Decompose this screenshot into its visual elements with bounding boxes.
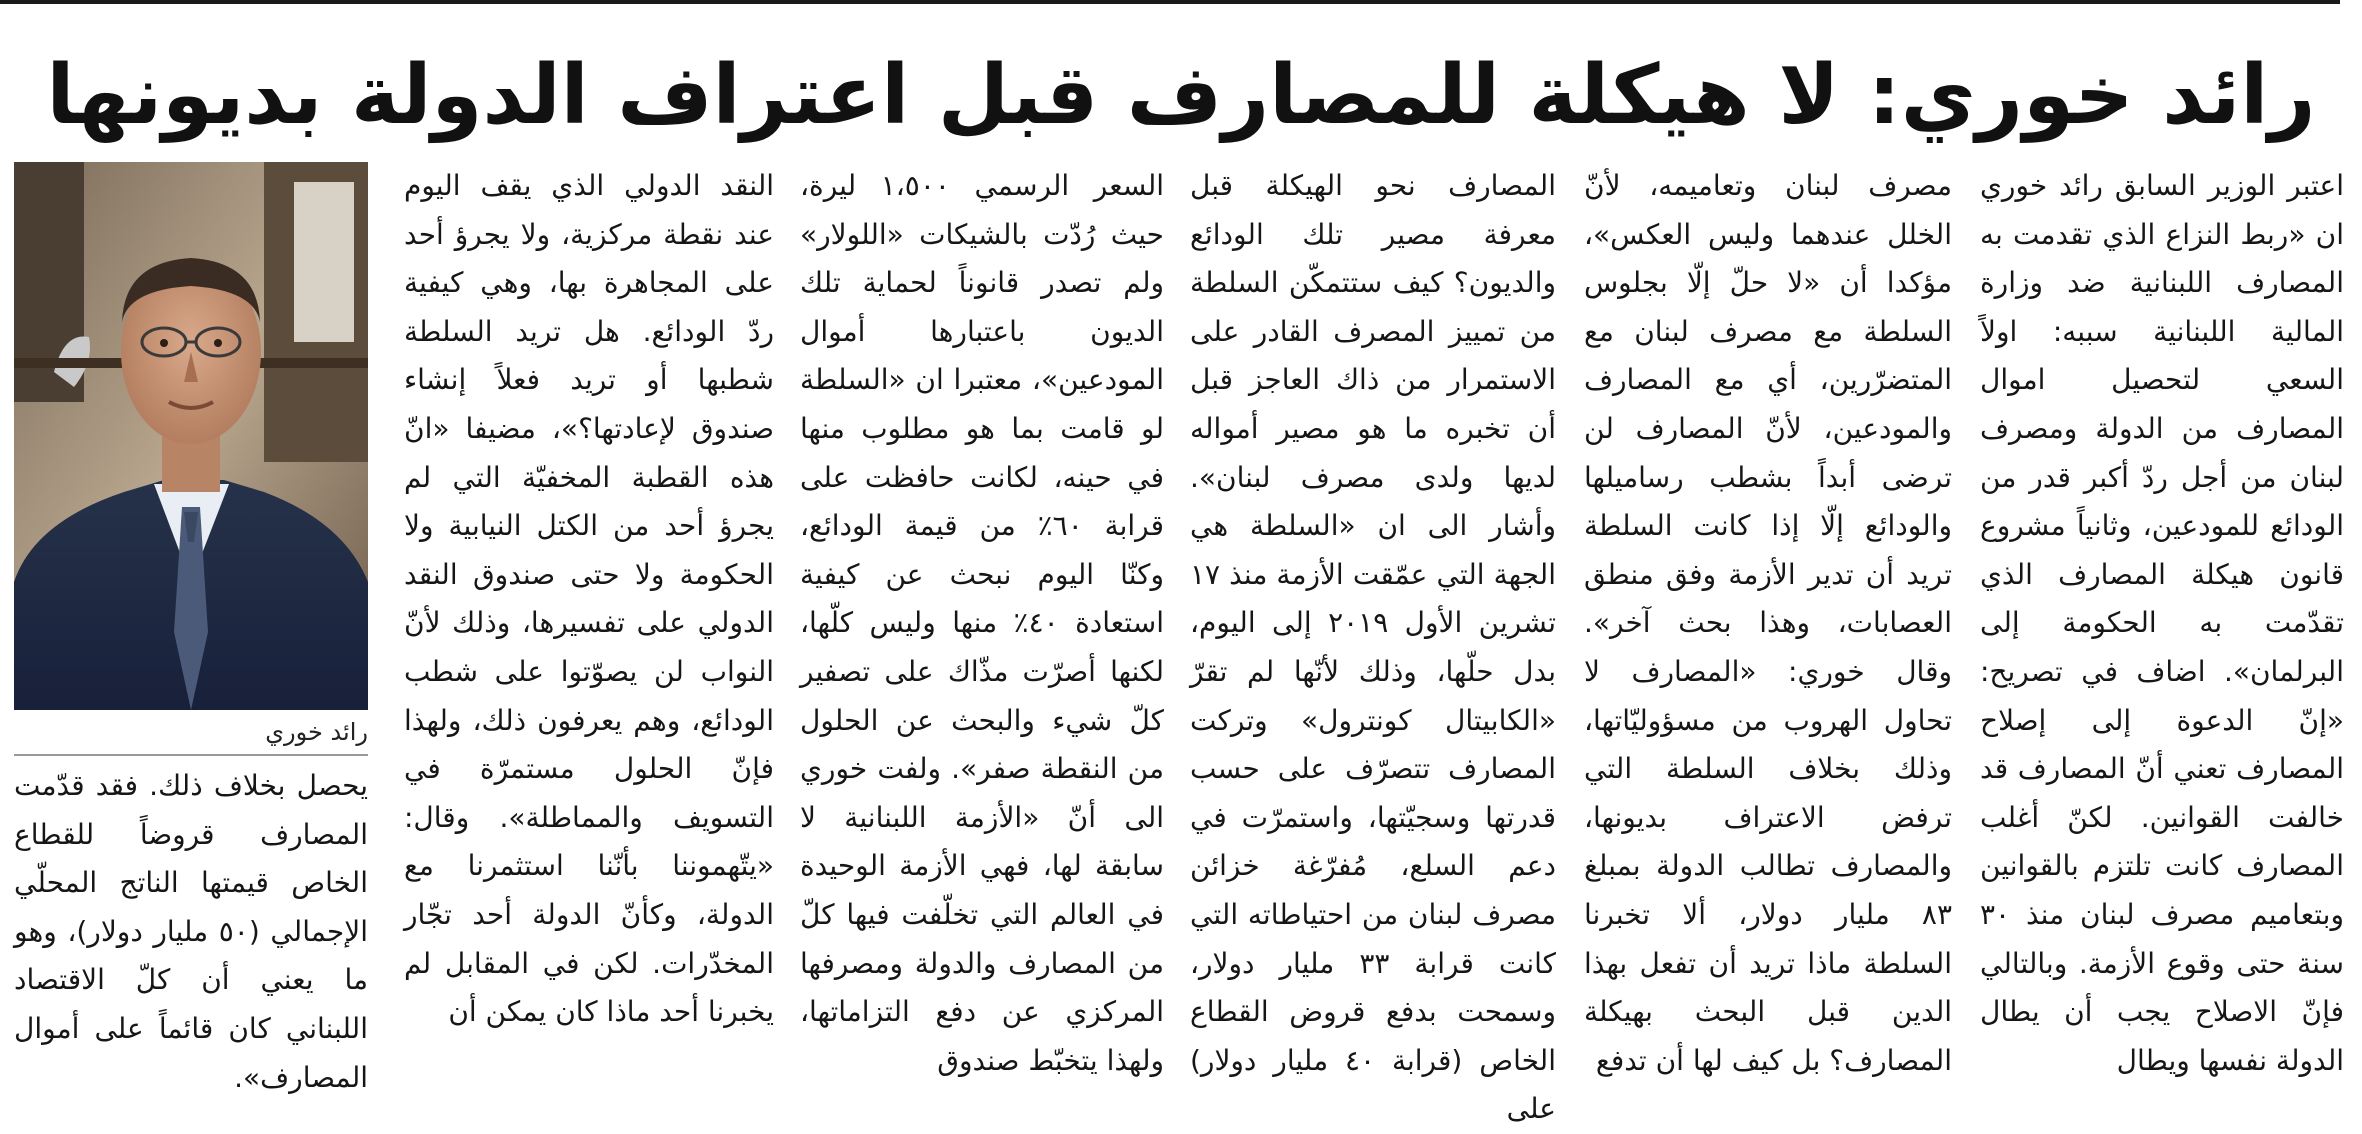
caption-divider bbox=[14, 754, 368, 756]
article-column-1: اعتبر الوزير السابق رائد خوري ان «ربط النزاع الذي تقدمت به المصارف اللبنانية ضد وزارة المالية اللبنانية سببه: اولاً السعي لتحصيل اموال المصارف من الدولة ومصرف لبنان من أجل ردّ أكبر قدر من الودائع للمودعين، وثانياً مشروع قانون هيكلة المصارف الذي تقدّمت به الحكومة إلى البرلمان». اضاف في تصريح: «إنّ الدعوة إلى إصلاح المصارف تعني أنّ المصارف قد خالفت القوانين. لكنّ أغلب المصارف كانت تلتزم بالقوانين وبتعاميم مصرف لبنان منذ ٣٠ سنة حتى وقوع الأزمة. وبالتالي فإنّ الاصلاح يجب أن يطال الدولة نفسها ويطال bbox=[1980, 169, 2344, 1077]
article-column-4: السعر الرسمي ١،٥٠٠ ليرة، حيث رُدّت بالشيكات «اللولار» ولم تصدر قانوناً لحماية تلك الديون باعتبارها أموال المودعين»، معتبرا ان «السلطة لو قامت بما هو مطلوب منها في حينه، لكانت حافظت على قرابة ٦٠٪ من قيمة الودائع، وكنّا اليوم نبحث عن كيفية استعادة ٤٠٪ منها وليس كلّها، لكنها أصرّت مذّاك على تصفير كلّ شيء والبحث عن الحلول من النقطة صفر». ولفت خوري الى أنّ «الأزمة اللبنانية لا سابقة لها، فهي الأزمة الوحيدة في العالم التي تخلّفت فيها كلّ من المصارف والدولة ومصرفها المركزي عن دفع التزاماتها، ولهذا يتخبّط صندوق bbox=[800, 169, 1165, 1077]
headline: رائد خوري: لا هيكلة للمصارف قبل اعتراف الدولة بديونها bbox=[46, 48, 2316, 143]
article-column-2: مصرف لبنان وتعاميمه، لأنّ الخلل عندهما وليس العكس»، مؤكدا أن «لا حلّ إلّا بجلوس السلطة مع مصرف لبنان مع المتضرّرين، أي مع المصارف والمودعين، لأنّ المصارف لن ترضى أبداً بشطب رساميلها والودائع إلّا إذا كانت السلطة تريد أن تدير الأزمة وفق منطق العصابات، وهذا بحث آخر». وقال خوري: «المصارف لا تحاول الهروب من مسؤوليّاتها، وذلك بخلاف السلطة التي ترفض الاعتراف بديونها، والمصارف تطالب الدولة بمبلغ ٨٣ مليار دولار، ألا تخبرنا السلطة ماذا تريد أن تفعل بهذا الدين قبل البحث بهيكلة المصارف؟ بل كيف لها أن تدفع bbox=[1584, 169, 1952, 1077]
photo-caption: رائد خوري bbox=[265, 718, 368, 746]
portrait-photo bbox=[14, 162, 368, 710]
portrait-photo-icon bbox=[14, 162, 368, 710]
article-column-5: النقد الدولي الذي يقف اليوم عند نقطة مركزية، ولا يجرؤ أحد على المجاهرة بها، وهي كيفية ردّ الودائع. هل تريد السلطة شطبها أو تريد فعلاً إنشاء صندوق لإعادتها؟»، مضيفا «انّ هذه القطبة المخفيّة التي لم يجرؤ أحد من الكتل النيابية ولا الحكومة ولا حتى صندوق النقد الدولي على تفسيرها، وذلك لأنّ النواب لن يصوّتوا على شطب الودائع، وهم يعرفون ذلك، ولهذا فإنّ الحلول مستمرّة في التسويف والمماطلة». وقال: «يتّهموننا بأنّنا استثمرنا مع الدولة، وكأنّ الدولة أحد تجّار المخدّرات. لكن في المقابل لم يخبرنا أحد ماذا كان يمكن أن bbox=[404, 169, 774, 1029]
article-column-3: المصارف نحو الهيكلة قبل معرفة مصير تلك الودائع والديون؟ كيف ستتمكّن السلطة من تمييز المصرف القادر على الاستمرار من ذاك العاجز قبل أن تخبره ما هو مصير أمواله لديها ولدى مصرف لبنان». وأشار الى ان «السلطة هي الجهة التي عمّقت الأزمة منذ ١٧ تشرين الأول ٢٠١٩ إلى اليوم، بدل حلّها، وذلك لأنّها لم تقرّ «الكابيتال كونترول» وتركت المصارف تتصرّف على حسب قدرتها وسجيّتها، واستمرّت في دعم السلع، مُفرّغة خزائن مصرف لبنان من احتياطاته التي كانت قرابة ٣٣ مليار دولار، وسمحت بدفع قروض القطاع الخاص (قرابة ٤٠ مليار دولار) على bbox=[1190, 169, 1556, 1126]
top-rule bbox=[0, 0, 2340, 4]
article-column-under-photo: يحصل بخلاف ذلك. فقد قدّمت المصارف قروضاً للقطاع الخاص قيمتها الناتج المحلّي الإجمالي (٥٠ مليار دولار)، وهو ما يعني أن كلّ الاقتصاد اللبناني كان قائماً على أموال المصارف». bbox=[14, 769, 368, 1094]
